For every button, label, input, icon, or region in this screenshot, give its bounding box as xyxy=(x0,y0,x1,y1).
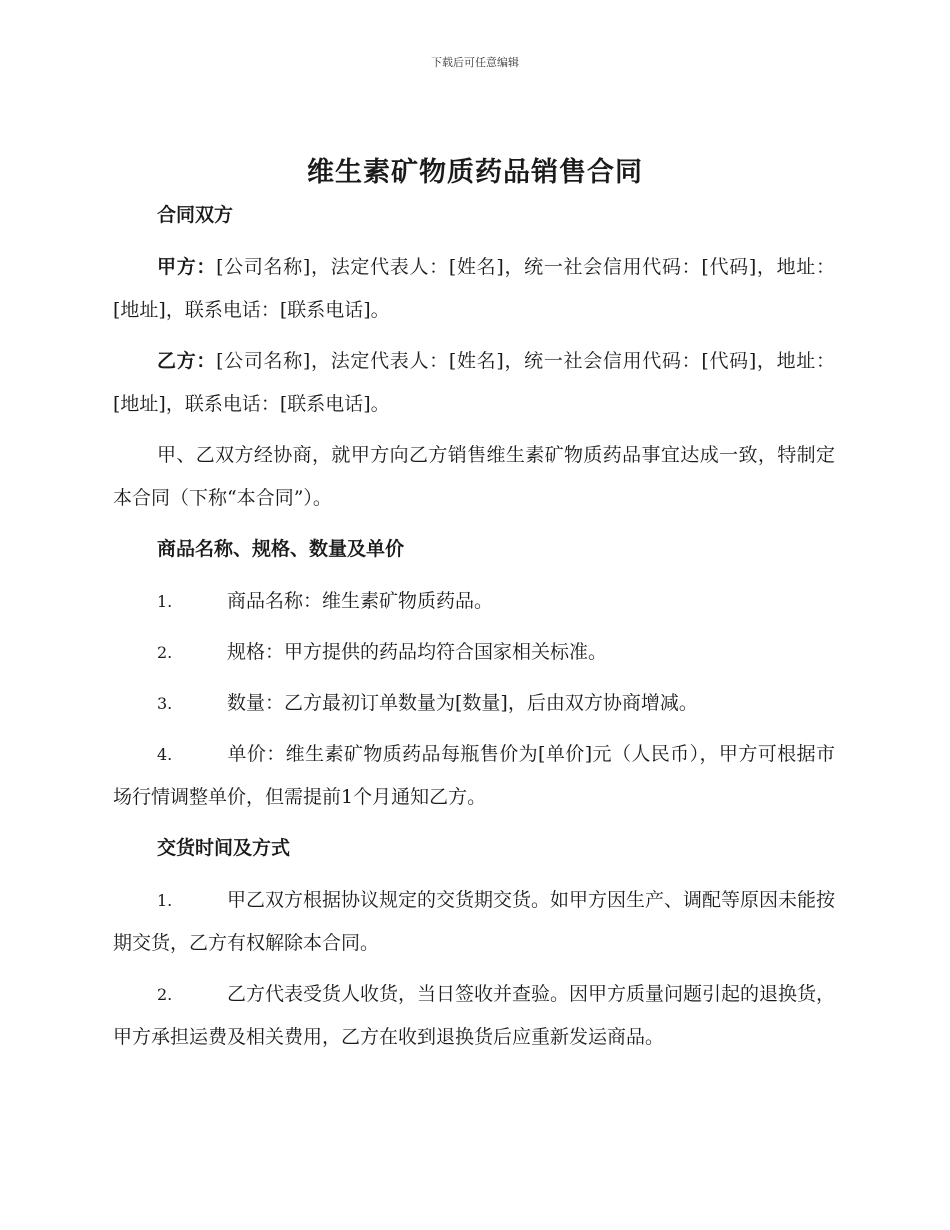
goods-item xyxy=(113,631,835,674)
item-text: 数量：乙方最初订单数量为[数量]，后由双方协商增减。 xyxy=(227,692,698,714)
item-number: 1. xyxy=(157,891,173,910)
intro-paragraph: 甲、乙双方经协商，就甲方向乙方销售维生素矿物质药品事宜达成一致，特制定本合同（下称“本合同”）。 xyxy=(113,444,835,509)
goods-item xyxy=(113,580,835,623)
party-a-paragraph xyxy=(113,246,835,332)
document-title: 维生素矿物质药品销售合同 xyxy=(307,157,643,188)
section-heading-parties: 合同双方 xyxy=(157,204,234,226)
item-text: 规格：甲方提供的药品均符合国家相关标准。 xyxy=(227,641,608,663)
item-text: 单价：维生素矿物质药品每瓶售价为[单价]元（人民币），甲方可根据市场行情调整单价，但需提前1个月通知乙方。 xyxy=(113,743,835,808)
item-text: 甲乙双方根据协议规定的交货期交货。如甲方因生产、调配等原因未能按期交货，乙方有权解除本合同。 xyxy=(113,889,836,954)
header-note: 下载后可任意编辑 xyxy=(431,56,519,69)
item-number: 1. xyxy=(157,592,173,611)
party-b-text: [公司名称]，法定代表人：[姓名]，统一社会信用代码：[代码]，地址：[地址]，联系电话：[联系电话]。 xyxy=(113,350,835,415)
goods-item xyxy=(113,733,835,819)
section-heading-goods: 商品名称、规格、数量及单价 xyxy=(157,538,405,560)
item-text: 乙方代表受货人收货，当日签收并查验。因甲方质量问题引起的退换货，甲方承担运费及相关费用，乙方在收到退换货后应重新发运商品。 xyxy=(113,983,836,1048)
item-number: 4. xyxy=(157,745,173,764)
delivery-item xyxy=(113,973,835,1059)
item-number: 2. xyxy=(157,985,173,1004)
delivery-item xyxy=(113,879,835,965)
item-number: 3. xyxy=(157,694,173,713)
section-heading-delivery: 交货时间及方式 xyxy=(157,837,291,859)
item-text: 商品名称：维生素矿物质药品。 xyxy=(227,590,494,612)
goods-item xyxy=(113,682,835,725)
party-b-label: 乙方： xyxy=(157,350,217,372)
party-a-label: 甲方： xyxy=(157,256,217,278)
party-a-text: [公司名称]，法定代表人：[姓名]，统一社会信用代码：[代码]，地址：[地址]，联系电话：[联系电话]。 xyxy=(113,256,835,321)
item-number: 2. xyxy=(157,643,173,662)
party-b-paragraph xyxy=(113,340,835,426)
document-body xyxy=(113,194,835,1067)
